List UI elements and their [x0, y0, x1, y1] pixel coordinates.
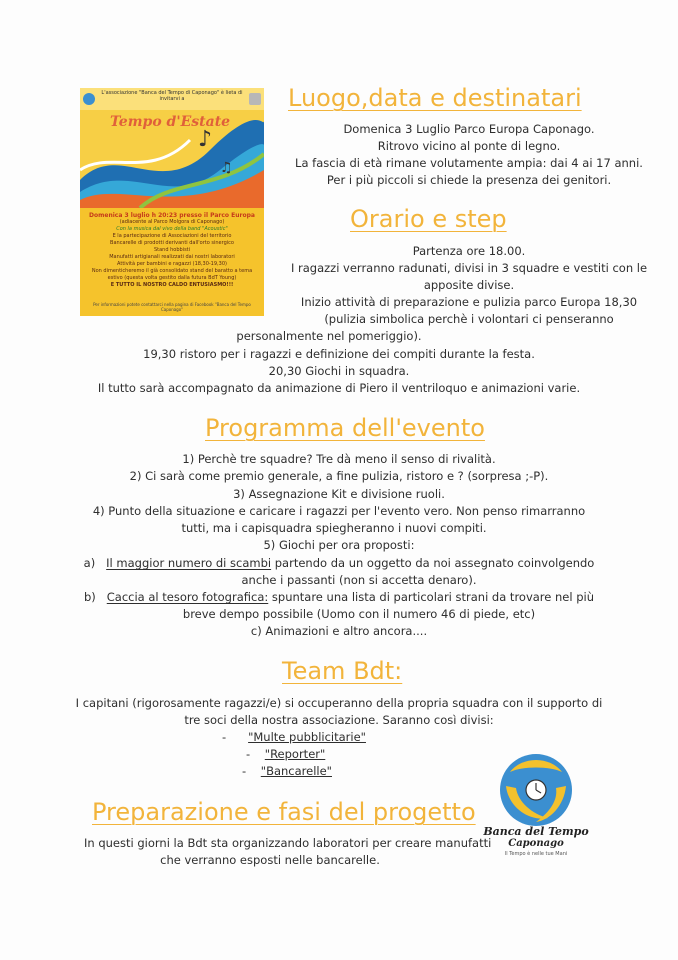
sub-item-c: c) Animazioni e altro ancora.... [250, 624, 428, 638]
svg-text:♫: ♫ [220, 160, 233, 176]
text-line: apposite divise. [423, 278, 515, 292]
flyer-header [80, 88, 264, 110]
team-item [242, 763, 332, 779]
sub-item-marker: b) [83, 590, 96, 604]
flyer-stall-1: Bancarelle di prodotti derivanti dall'orto sinergico [110, 240, 234, 246]
text-line: I capitani (rigorosamente ragazzi/e) si occuperanno della propria squadra con il supporto di [75, 696, 603, 710]
text-line: Il tutto sarà accompagnato da animazione di Piero il ventriloquo e animazioni varie. [97, 381, 581, 395]
team-name: "Bancarelle" [260, 764, 332, 778]
list-item: 5) Giochi per ora proposti: [263, 538, 415, 552]
text-line: Partenza ore 18.00. [412, 244, 526, 258]
banca-del-tempo-logo-icon [492, 752, 580, 830]
team-item [246, 746, 325, 762]
sub-item-b-cont: breve dempo possibile (Uomo con il numero 46 di piede, etc) [182, 607, 536, 621]
text-line: I ragazzi verranno radunati, divisi in 3 squadre e vestiti con le [290, 261, 648, 275]
section-title-team: Team Bdt: [282, 657, 403, 685]
text-line: Per i più piccoli si chiede la presenza dei genitori. [326, 173, 612, 187]
text-line: Domenica 3 Luglio Parco Europa Caponago. [343, 122, 595, 136]
flyer-activities: Attività per bambini e ragazzi (18,30-19,30) [117, 261, 227, 267]
list-item: 4) Punto della situazione e caricare i ragazzi per l'evento vero. Non penso rimarranno [92, 504, 586, 518]
text-line: In questi giorni la Bdt sta organizzando laboratori per creare manufatti [84, 836, 492, 850]
list-item: 3) Assegnazione Kit e divisione ruoli. [233, 487, 445, 501]
flyer-closing: E TUTTO IL NOSTRO CALDO ENTUSIASMO!!! [110, 282, 234, 288]
text-line: Inizio attività di preparazione e pulizia parco Europa 18,30 [300, 295, 638, 309]
logo-tagline: Il Tempo è nelle tue Mani [504, 851, 568, 857]
section-title-orario: Orario e step [350, 205, 507, 233]
dash: - [242, 764, 247, 778]
sub-item-marker: a) [83, 556, 96, 570]
flyer-date: Domenica 3 luglio h 20:23 presso il Parco Europa [89, 212, 255, 219]
text-line: La fascia di età rimane volutamente ampia: dai 4 ai 17 anni. [295, 156, 643, 170]
section-title-programma: Programma dell'evento [205, 414, 485, 442]
team-name: "Multe pubblicitarie" [248, 730, 366, 744]
text-line: (pulizia simbolica perchè i volontari ci penseranno [324, 312, 614, 326]
flyer-intro: L'associazione "Banca del Tempo di Caponago" è lieta di invitarvi a [101, 90, 243, 102]
team-item [222, 729, 366, 745]
sub-item-a-title: Il maggior numero di scambi [106, 556, 272, 570]
flyer-reminder: Non dimenticheremo il già consolidato stand del baratto a tema estivo (questa volta gestito dalla futura BdT Young) [91, 268, 253, 281]
list-item: 1) Perchè tre squadre? Tre dà meno il senso di rivalità. [182, 452, 496, 466]
sub-item-a-text: partendo da un oggetto da noi assegnato coinvolgendo [271, 556, 595, 570]
flyer-stall-2: Stand hobbisti [153, 247, 191, 253]
team-name: "Reporter" [264, 747, 326, 761]
flyer-footer: Per informazioni potete contattarci nella pagina di Facebook "Banca del Tempo Caponago" [93, 302, 251, 312]
sub-item-a-cont: anche i passanti (non si accetta denaro). [241, 573, 477, 587]
text-line: che verranno esposti nelle bancarelle. [160, 853, 380, 867]
logo-name: Banca del Tempo [483, 825, 589, 838]
flyer-location-note: (adiacente al Parco Molgora di Caponago) [119, 219, 225, 225]
text-line: tre soci della nostra associazione. Saranno così divisi: [184, 713, 494, 727]
flyer-crest-icon [249, 93, 261, 105]
flyer-band: Con la musica dal vivo della band "Acoustic" [116, 226, 228, 232]
section-title-preparazione: Preparazione e fasi del progetto [92, 798, 476, 826]
text-line: 19,30 ristoro per i ragazzi e definizione dei compiti durante la festa. [143, 347, 535, 361]
flyer-bdt-logo-icon [83, 93, 95, 105]
flyer-associations: E la partecipazione di Associazioni del territorio [112, 233, 232, 239]
sub-item-b-text: spuntare una lista di particolari strani da trovare nel più [268, 590, 595, 604]
section-title-luogo: Luogo,data e destinatari [288, 84, 582, 112]
svg-text:♪: ♪ [198, 127, 213, 152]
list-item: 2) Ci sarà come premio generale, a fine pulizia, ristoro e ? (sorpresa ;-P). [129, 469, 549, 483]
sub-item-b [0, 589, 678, 605]
text-line: 20,30 Giochi in squadra. [268, 364, 410, 378]
text-line: Ritrovo vicino al ponte di legno. [377, 139, 561, 153]
flyer-crafts: Manufatti artigianali realizzati dai nostri laboratori [109, 254, 235, 260]
text-line: personalmente nel pomeriggio). [236, 329, 422, 343]
dash: - [222, 730, 227, 744]
flyer-title: Tempo d'Estate [110, 114, 231, 130]
sub-item-a [0, 555, 678, 571]
dash: - [246, 747, 251, 761]
list-item-cont: tutti, ma i capisquadra spiegheranno i nuovi compiti. [181, 521, 487, 535]
logo-subtitle: Caponago [508, 838, 564, 849]
sub-item-b-title: Caccia al tesoro fotografica: [106, 590, 269, 604]
